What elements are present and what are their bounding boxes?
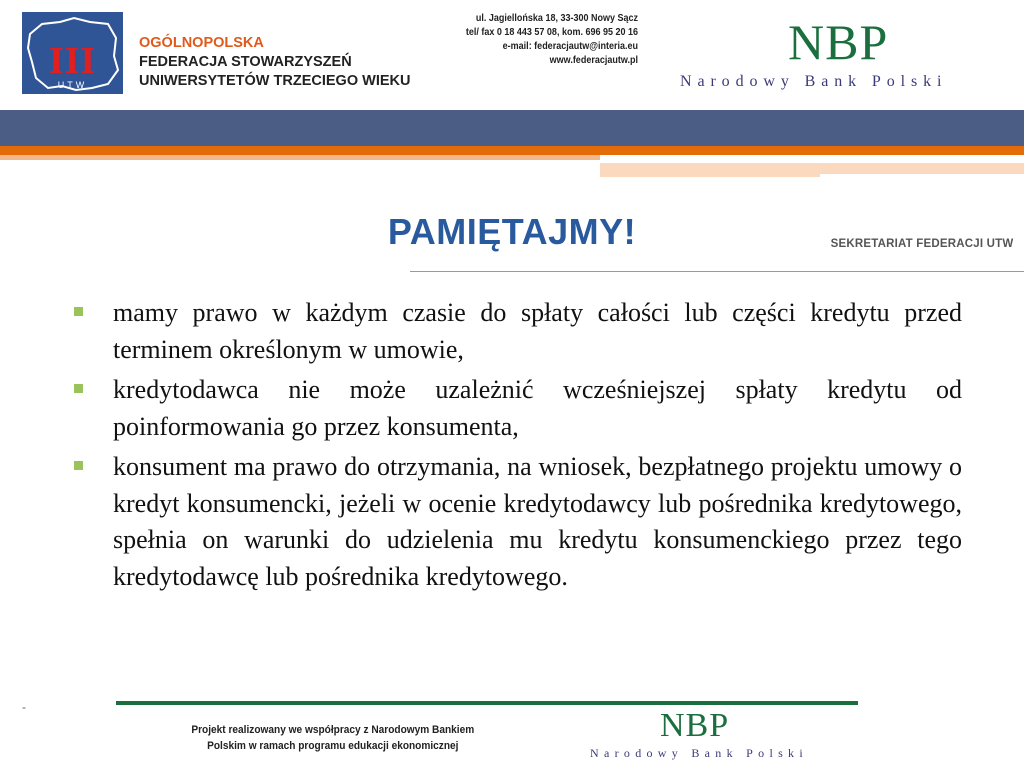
- utw-logo-sub: UTW: [57, 80, 88, 90]
- federation-line-3: UNIWERSYTETÓW TRZECIEGO WIEKU: [139, 73, 411, 89]
- header-band-orange: [0, 146, 1024, 155]
- footer-project-note: [181, 722, 485, 754]
- bullet-item: [74, 372, 962, 445]
- slide-title: PAMIĘTAJMY!: [387, 211, 637, 252]
- bullet-text: kredytodawca nie może uzależnić wcześniejszej spłaty kredytu od poinformowania go przez konsumenta,: [113, 375, 962, 441]
- secretariat-address: ul. Jagiellońska 18, 33-300 Nowy Sącz: [475, 13, 638, 24]
- bullet-square-icon: [74, 384, 83, 393]
- bullet-square-icon: [74, 461, 83, 470]
- secretariat-title: SEKRETARIAT FEDERACJI UTW: [410, 222, 1024, 272]
- header-band-light-right: [600, 163, 1024, 174]
- secretariat-website: www.federacjautw.pl: [549, 55, 638, 66]
- nbp-footer-subtitle: Narodowy Bank Polski: [590, 746, 808, 760]
- footer-project-line-1: Projekt realizowany we współpracy z Narodowym Bankiem: [191, 724, 475, 736]
- footer-project-line-2: Polskim w ramach programu edukacji ekonomicznej: [207, 740, 459, 752]
- federation-name: [139, 34, 410, 91]
- secretariat-phone: tel/ fax 0 18 443 57 08, kom. 696 95 20 16: [465, 27, 638, 38]
- federation-line-1: OGÓLNOPOLSKA: [139, 35, 264, 51]
- utw-logo-roman: III: [48, 40, 97, 82]
- bullet-list: [74, 295, 962, 599]
- utw-logo: [22, 12, 123, 94]
- header-band-light-right-thin: [600, 174, 820, 177]
- bullet-item: [74, 295, 962, 368]
- federation-line-2: FEDERACJA STOWARZYSZEŃ: [139, 54, 352, 70]
- footer-dash: -: [22, 700, 26, 714]
- header-band-shadow: [0, 155, 600, 160]
- nbp-footer-mark: NBP: [660, 707, 730, 744]
- bullet-text: mamy prawo w każdym czasie do spłaty całości lub części kredytu przed terminem określonym w umowie,: [113, 298, 962, 364]
- secretariat-email: e-mail: federacjautw@interia.eu: [502, 41, 638, 52]
- header-band-blue: [0, 110, 1024, 146]
- bullet-item: [74, 449, 962, 595]
- bullet-text: konsument ma prawo do otrzymania, na wniosek, bezpłatnego projektu umowy o kredyt konsumencki, jeżeli w ocenie kredytodawcy lub pośrednika kredytowego, spełnia on warunki do udzielenia mu kredytu konsumenckiego przez tego kredytodawcę lub pośrednika kredytowego.: [113, 452, 962, 591]
- nbp-logo-mark: NBP: [788, 14, 889, 70]
- nbp-logo-subtitle: Narodowy Bank Polski: [680, 73, 948, 90]
- bullet-square-icon: [74, 307, 83, 316]
- footer-divider: [116, 701, 858, 705]
